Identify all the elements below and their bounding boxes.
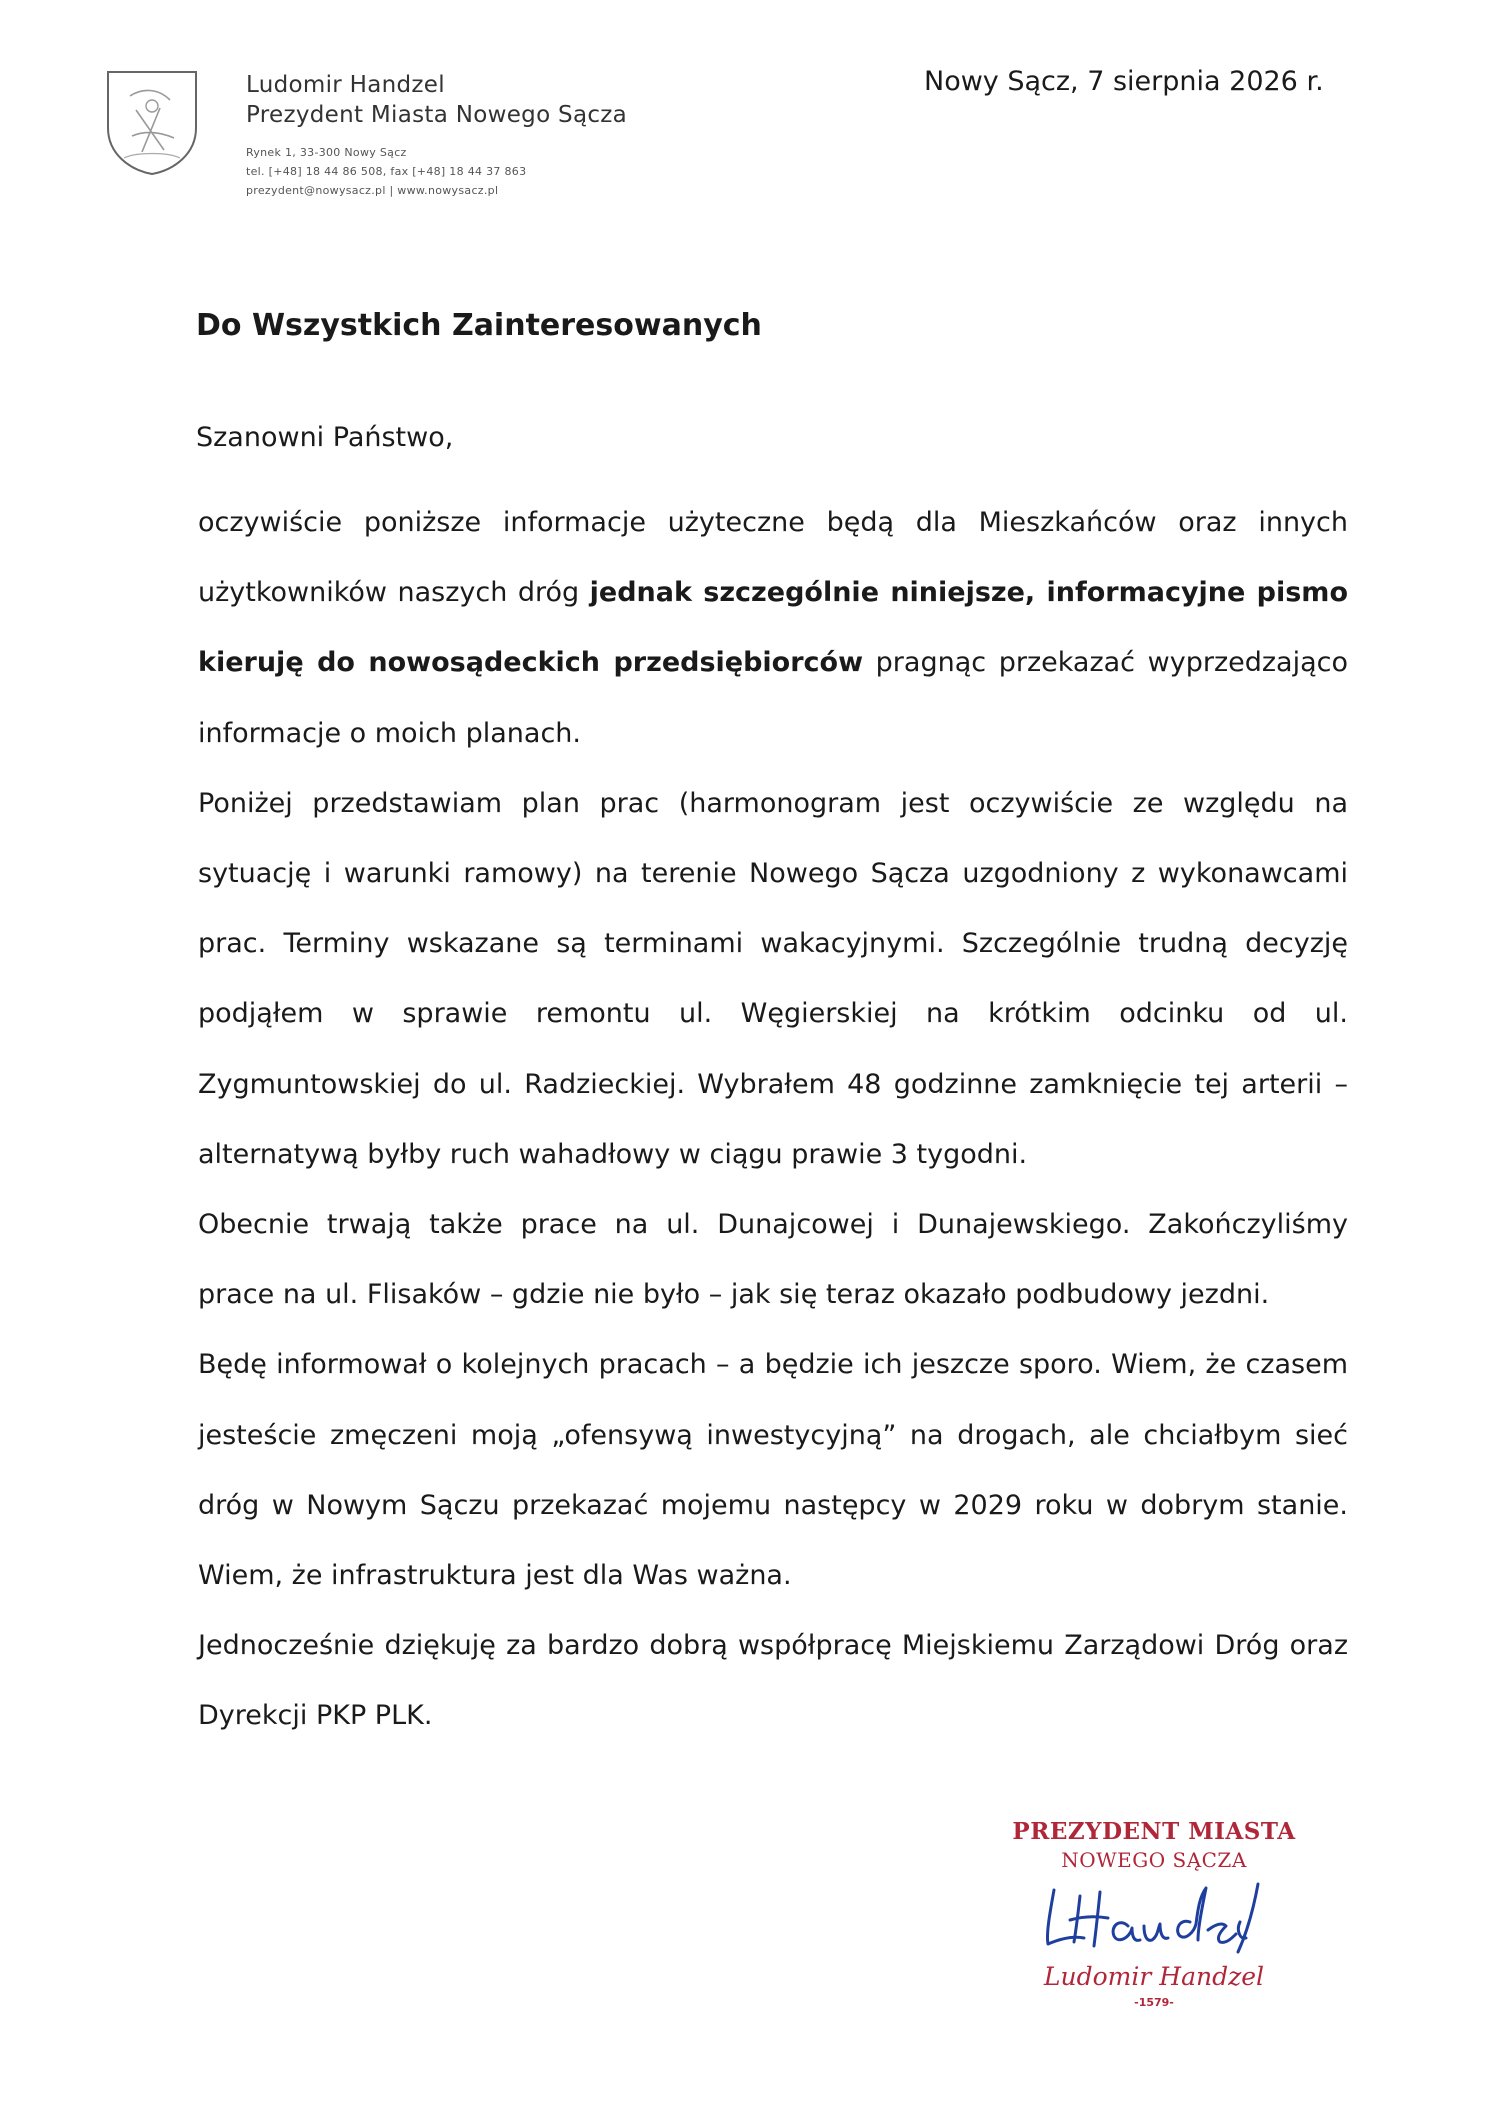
letter-date: Nowy Sącz, 7 sierpnia 2026 r. bbox=[924, 66, 1324, 97]
stamp-name: Ludomir Handzel bbox=[1043, 1962, 1265, 1991]
paragraph-3: Obecnie trwają także prace na ul. Dunajcowej i Dunajewskiego. Zakończyliśmy prace na ul. Flisaków – gdzie nie było – jak się teraz okazało podbudowy jezdni. bbox=[198, 1209, 1348, 1311]
sender-name: Ludomir Handzel bbox=[246, 72, 445, 98]
stamp-city: NOWEGO SĄCZA bbox=[1061, 1848, 1247, 1872]
paragraph-1-text: oczywiście poniższe informacje użyteczne będą dla Mieszkańców oraz innych użytkowników naszych dróg bbox=[198, 507, 1348, 609]
paragraph-1 bbox=[198, 488, 1348, 769]
sender-phone: tel. [+48] 18 44 86 508, fax [+48] 18 44 37 863 bbox=[246, 165, 527, 178]
coat-of-arms-icon bbox=[102, 66, 202, 178]
sender-address: Rynek 1, 33-300 Nowy Sącz bbox=[246, 146, 407, 159]
letter-body bbox=[198, 488, 1348, 1752]
handwritten-signature bbox=[1040, 1878, 1270, 1958]
paragraph-2: Poniżej przedstawiam plan prac (harmonogram jest oczywiście ze względu na sytuację i warunki ramowy) na terenie Nowego Sącza uzgodniony z wykonawcami prac. Terminy wskazane są terminami wakacyjnymi. Szczególnie trudną decyzję podjąłem w sprawie remontu ul. Węgierskiej na krótkim odcinku od ul. Zygmuntowskiej do ul. Radzieckiej. Wybrałem 48 godzinne zamknięcie tej arterii – alternatywą byłby ruch wahadłowy w ciągu prawie 3 tygodni. bbox=[198, 787, 1348, 1170]
stamp-title: PREZYDENT MIASTA bbox=[1012, 1818, 1296, 1845]
stamp-number: -1579- bbox=[1134, 1996, 1174, 2009]
paragraph-4: Będę informował o kolejnych pracach – a będzie ich jeszcze sporo. Wiem, że czasem jesteście zmęczeni moją „ofensywą inwestycyjną” na drogach, ale chciałbym sieć dróg w Nowym Sączu przekazać mojemu następcy w 2029 roku w dobrym stanie. Wiem, że infrastruktura jest dla Was ważna. bbox=[198, 1349, 1348, 1592]
sender-web: prezydent@nowysacz.pl | www.nowysacz.pl bbox=[246, 184, 499, 197]
paragraph-1-bold: jednak szczególnie niniejsze, informacyjne pismo kieruję do nowosądeckich przedsiębiorców bbox=[198, 577, 1348, 679]
paragraph-5: Jednocześnie dziękuję za bardzo dobrą współpracę Miejskiemu Zarządowi Dróg oraz Dyrekcji PKP PLK. bbox=[198, 1630, 1348, 1732]
sender-title: Prezydent Miasta Nowego Sącza bbox=[246, 102, 628, 128]
letter-heading: Do Wszystkich Zainteresowanych bbox=[196, 308, 762, 343]
paragraph-1-tail: pragnąc przekazać wyprzedzająco informacje o moich planach. bbox=[198, 647, 1348, 749]
salutation: Szanowni Państwo, bbox=[196, 422, 454, 453]
